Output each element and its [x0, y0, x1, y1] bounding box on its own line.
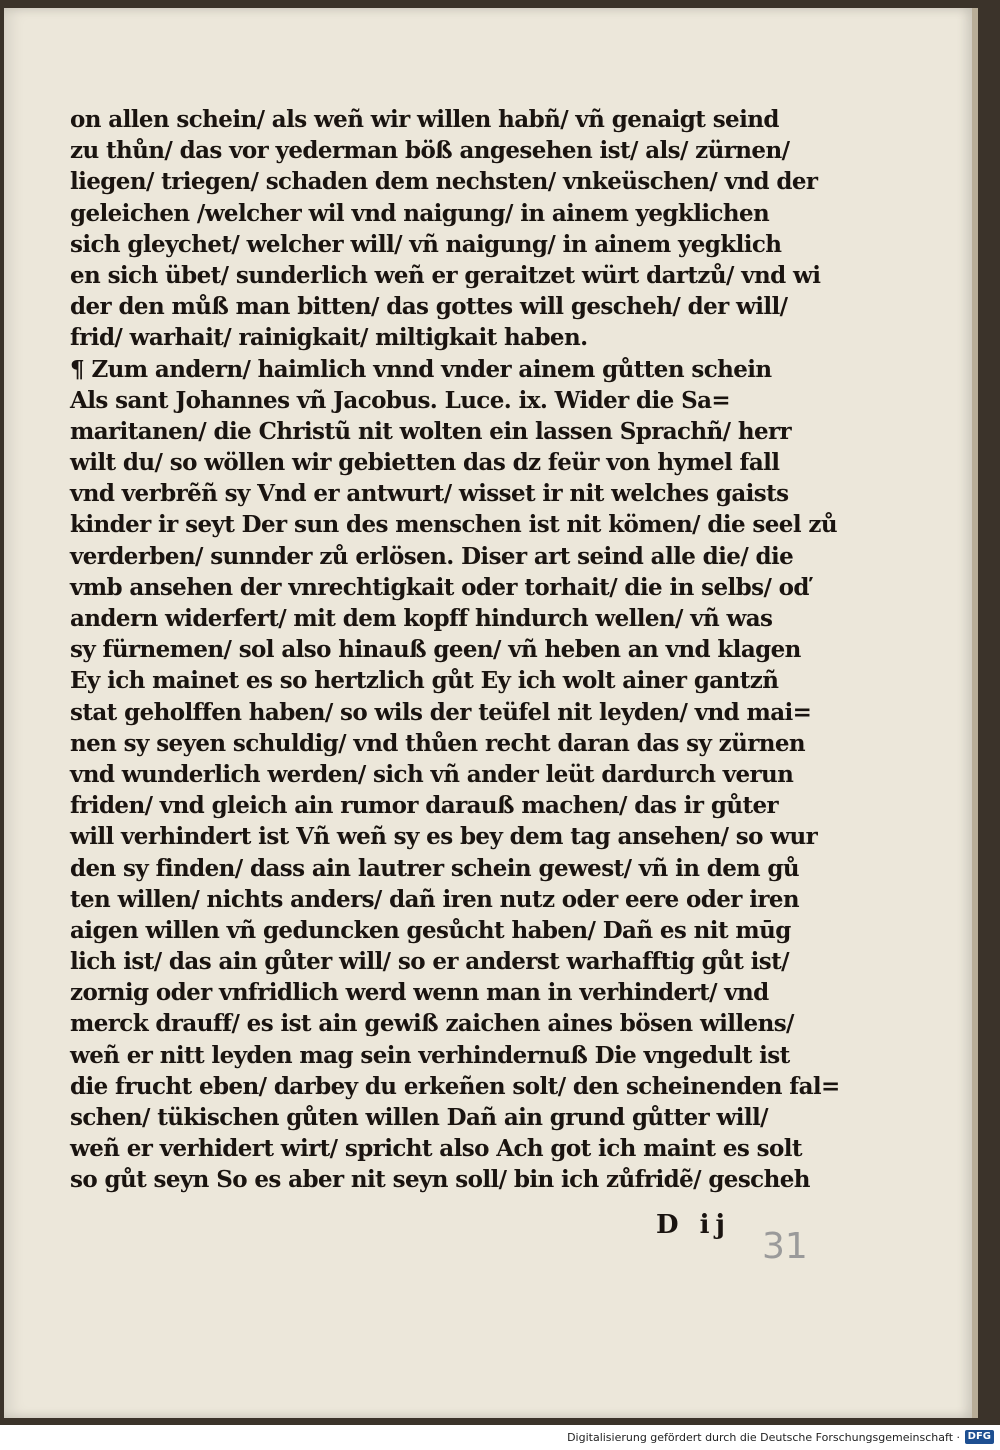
text-line: zu thůn/ das vor yederman böß angesehen ist/ als/ zürnen/	[70, 137, 790, 165]
signature-mark: D ij	[656, 1210, 731, 1240]
text-line: friden/ vnd gleich ain rumor darauß machen/ das ir gůter	[70, 792, 779, 820]
text-line: sich gleychet/ welcher will/ vñ naigung/ in ainem yegklich	[70, 230, 782, 258]
text-line: merck drauff/ es ist ain gewiß zaichen aines bösen willens/	[70, 1010, 794, 1038]
funding-credit: Digitalisierung gefördert durch die Deutsche Forschungsgemeinschaft ·	[567, 1431, 960, 1444]
text-line: on allen schein/ als weñ wir willen habñ/ vñ genaigt seind	[70, 106, 779, 133]
text-line: maritanen/ die Christũ nit wolten ein lassen Sprachñ/ herr	[70, 417, 792, 445]
text-line: aigen willen vñ geduncken gesůcht haben/ Dañ es nit mūg	[70, 916, 791, 944]
text-line: die frucht eben/ darbey du erkeñen solt/ den scheinenden fal=	[70, 1072, 840, 1100]
book-page	[4, 8, 972, 1418]
page-text-block	[70, 104, 840, 1196]
text-line: den sy finden/ dass ain lautrer schein gewest/ vñ in dem gů	[70, 854, 800, 882]
text-line: lich ist/ das ain gůter will/ so er anderst warhafftig gůt ist/	[70, 948, 789, 976]
text-line: nen sy seyen schuldig/ vnd thůen recht daran das sy zürnen	[70, 729, 806, 757]
text-line: so gůt seyn So es aber nit seyn soll/ bin ich zůfridẽ/ gescheh	[70, 1166, 810, 1194]
text-line: stat geholffen haben/ so wils der teüfel nit leyden/ vnd mai=	[70, 698, 812, 726]
text-line: sy fürnemen/ sol also hinauß geen/ vñ heben an vnd klagen	[70, 636, 801, 664]
text-line: zornig oder vnfridlich werd wenn man in verhindert/ vnd	[70, 979, 769, 1007]
folio-number: 31	[762, 1226, 808, 1267]
text-line: andern widerfert/ mit dem kopff hindurch wellen/ vñ was	[70, 605, 773, 632]
text-line: Ey ich mainet es so hertzlich gůt Ey ich wolt ainer gantzñ	[70, 667, 779, 695]
text-line: ¶ Zum andern/ haimlich vnnd vnder ainem gůtten schein	[70, 355, 772, 383]
text-line: will verhindert ist Vñ weñ sy es bey dem tag ansehen/ so wur	[70, 823, 818, 851]
text-line: vnd verbrẽñ sy Vnd er antwurt/ wisset ir nit welches gaists	[70, 480, 789, 508]
text-line: geleichen /welcher wil vnd naigung/ in ainem yegklichen	[70, 199, 770, 227]
text-line: verderben/ sunnder zů erlösen. Diser art seind alle die/ die	[70, 542, 794, 570]
text-line: liegen/ triegen/ schaden dem nechsten/ vnkeüschen/ vnd der	[70, 168, 818, 196]
page-edge	[972, 8, 978, 1418]
footer-bar	[0, 1425, 1000, 1450]
text-line: wilt du/ so wöllen wir gebietten das dz feür von hymel fall	[70, 449, 780, 477]
dfg-logo-badge: DFG	[965, 1430, 994, 1444]
text-line: weñ er nitt leyden mag sein verhindernuß Die vngedult ist	[70, 1041, 790, 1069]
text-line: weñ er verhidert wirt/ spricht also Ach got ich maint es solt	[70, 1135, 802, 1163]
text-line: en sich übet/ sunderlich weñ er geraitzet würt dartzů/ vnd wi	[70, 261, 821, 289]
text-line: kinder ir seyt Der sun des menschen ist nit kömen/ die seel zů	[70, 511, 837, 539]
text-line: vnd wunderlich werden/ sich vñ ander leüt dardurch verun	[70, 760, 794, 788]
text-line: der den můß man bitten/ das gottes will gescheh/ der will/	[70, 293, 788, 321]
text-line: Als sant Johannes vñ Jacobus. Luce. ix. Wider die Sa=	[70, 386, 731, 414]
text-line: ten willen/ nichts anders/ dañ iren nutz oder eere oder iren	[70, 885, 800, 913]
text-line: vmb ansehen der vnrechtigkait oder torhait/ die in selbs/ oď	[70, 573, 809, 601]
text-line: schen/ tükischen gůten willen Dañ ain grund gůtter will/	[70, 1104, 768, 1131]
text-line: frid/ warhait/ rainigkait/ miltigkait haben.	[70, 324, 588, 352]
